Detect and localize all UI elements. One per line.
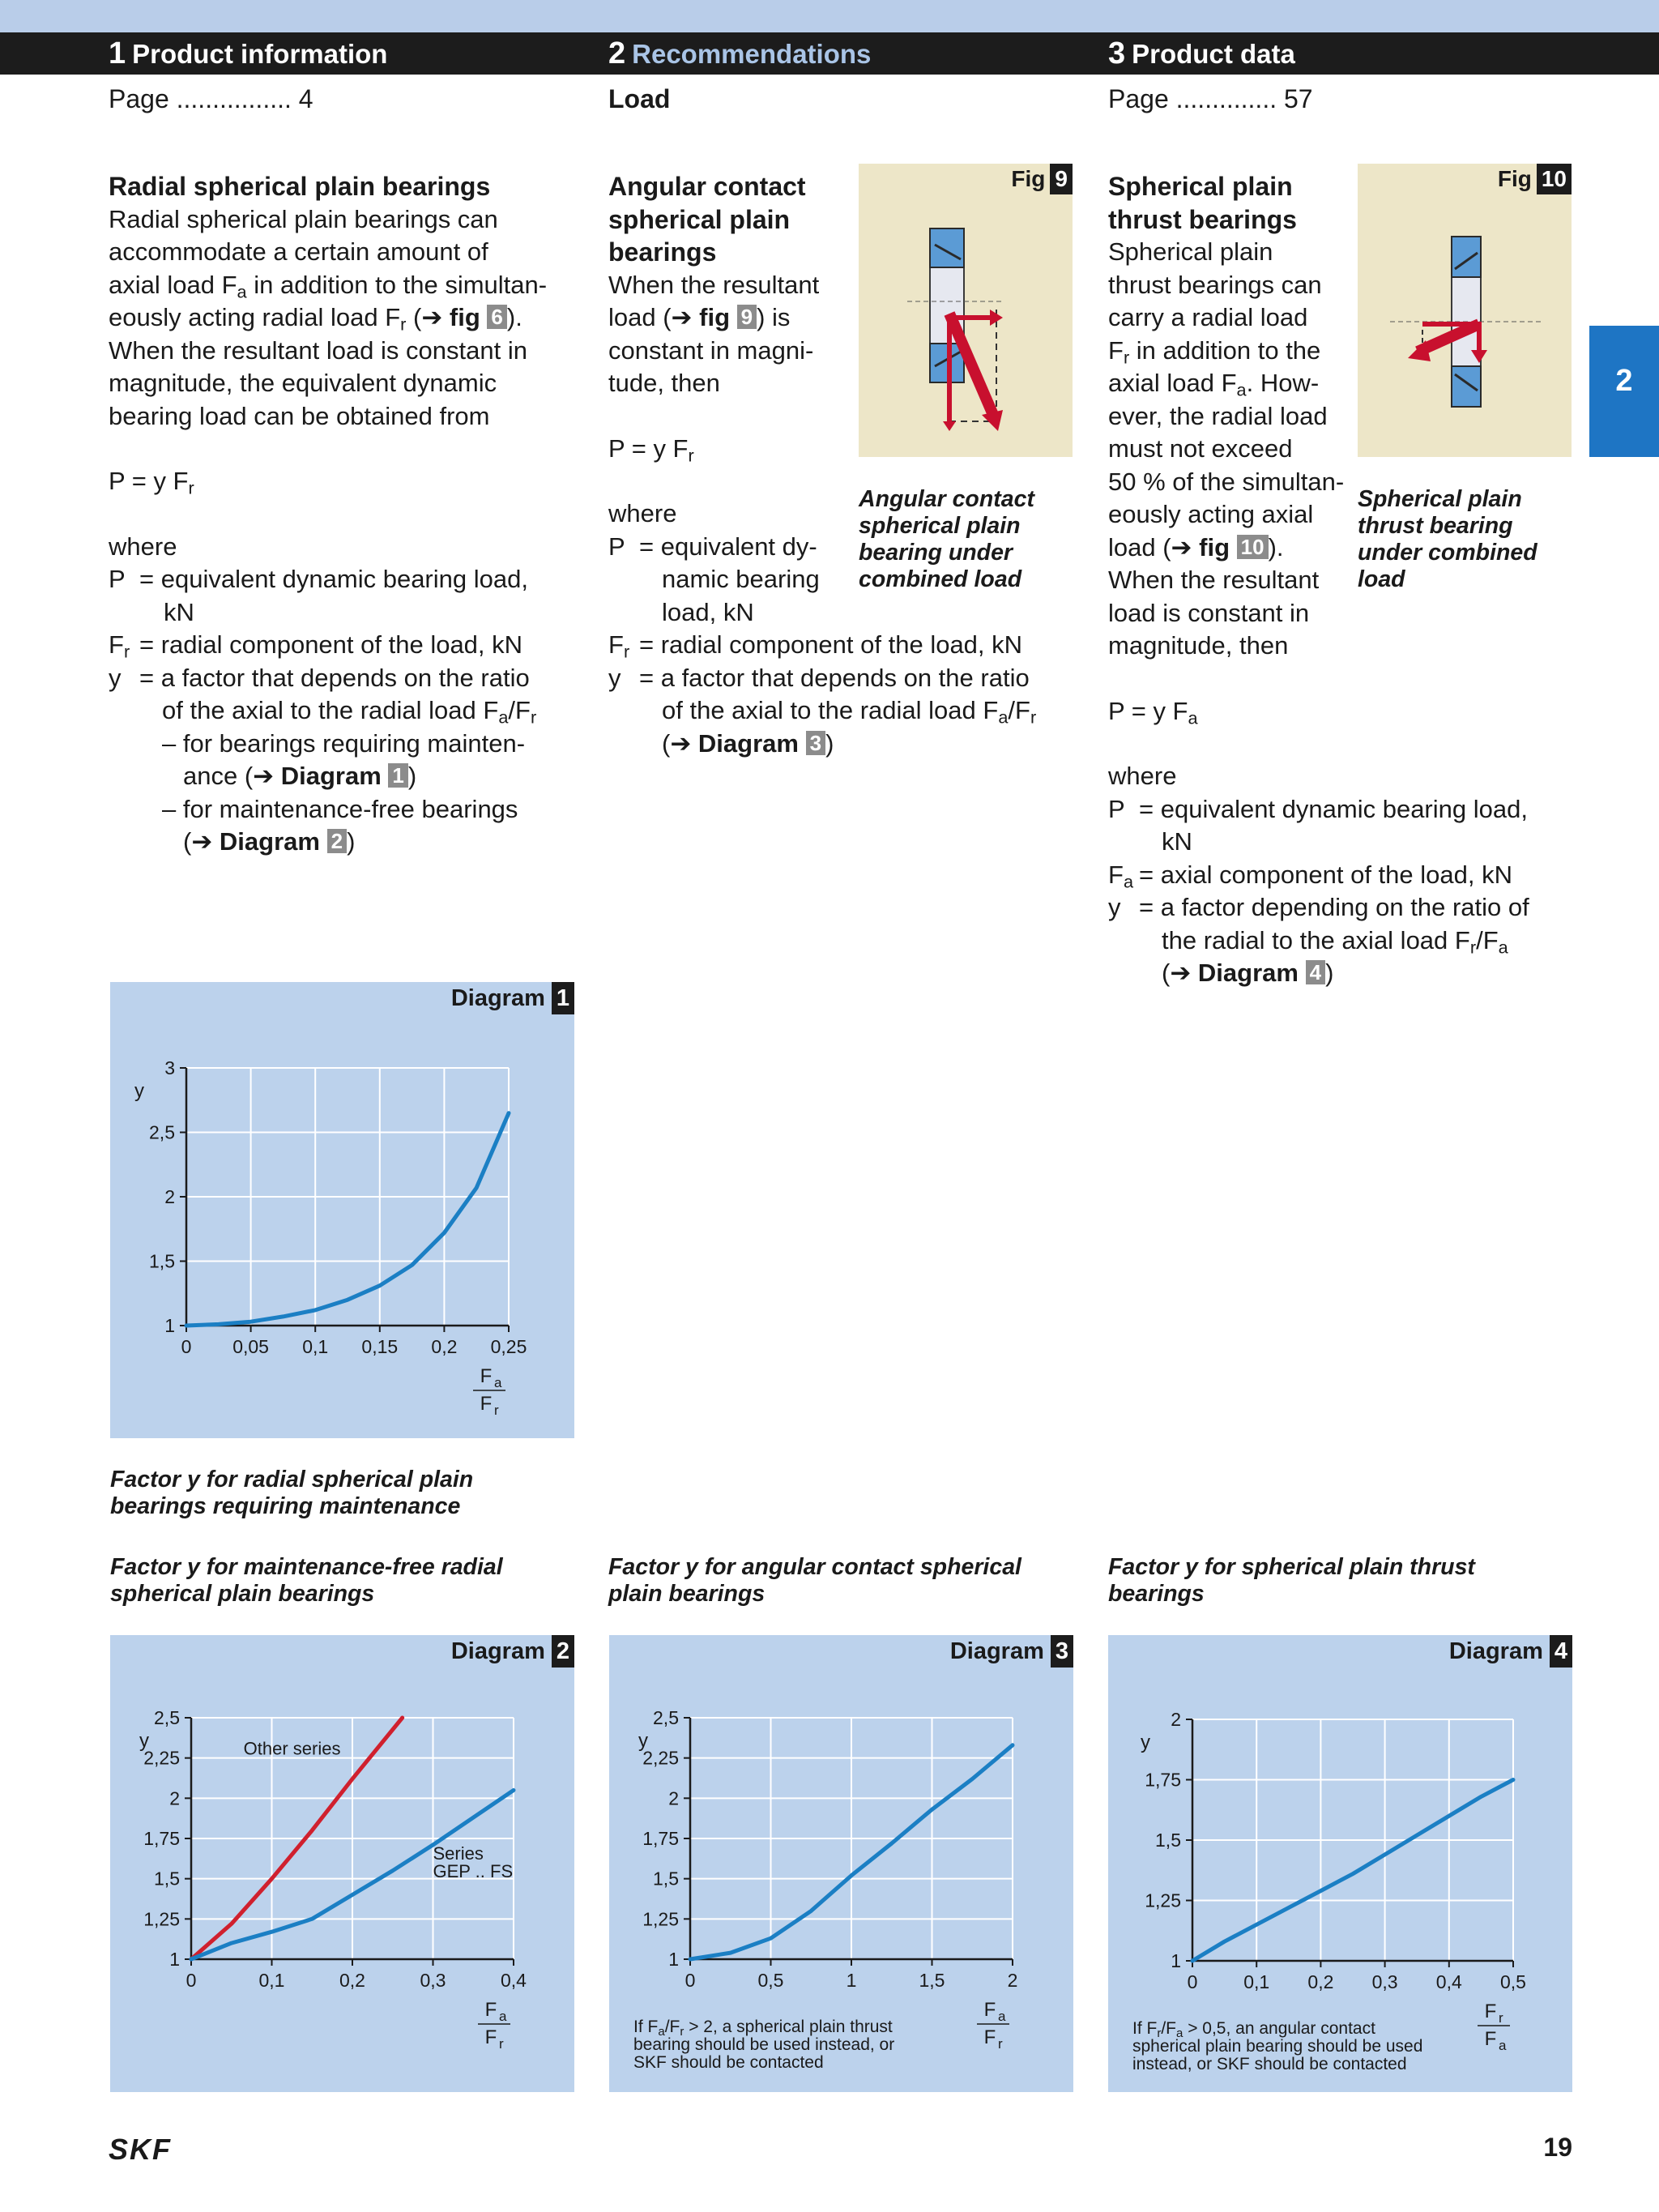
col3-heading: thrust bearings (1108, 204, 1297, 234)
definition: y = a factor depending on the ratio of (1108, 893, 1529, 921)
x-axis-label-numerator: F (480, 1365, 493, 1387)
col1-text (109, 170, 595, 859)
text-line: eously acting radial load $F_r$ (➔ fig 6 ). (109, 303, 522, 335)
text-line: thrust bearings can (1108, 270, 1322, 299)
x-axis-label-denominator-sub: r (998, 2036, 1003, 2052)
x-axis-label-denominator-sub: r (499, 2036, 504, 2052)
page-number: 19 (1543, 2133, 1572, 2162)
y-tick-label: 1,5 (149, 1250, 175, 1272)
diagram-2-chart (110, 1635, 574, 2092)
top-strip (0, 0, 1659, 32)
fig-9-caption: Angular contact spherical plain bearing under combined load (859, 486, 1034, 592)
text-line: eously acting axial (1108, 500, 1314, 528)
y-tick-label: 1,5 (653, 1868, 679, 1890)
y-tick-label: 1 (668, 1949, 679, 1970)
diagram-label: Diagram 2 (451, 1635, 574, 1668)
x-tick-label: 0,5 (1500, 1971, 1526, 1992)
x-tick-label: 0,1 (302, 1336, 329, 1357)
equation: P = y $F_r$ (109, 467, 194, 498)
x-tick-label: 1,5 (919, 1970, 945, 1991)
diagram-4 (1108, 1635, 1572, 2092)
x-axis-label-denominator: F (480, 1393, 493, 1415)
definition: y = a factor that depends on the ratio (608, 663, 1030, 692)
x-tick-label: 1 (846, 1970, 857, 1991)
note-text: If F (1132, 2019, 1158, 2038)
x-tick-label: 0 (684, 1970, 696, 1991)
definition: P = equivalent dynamic bearing load, (109, 565, 528, 593)
y-tick-label: 2,5 (653, 1707, 679, 1728)
diagram-label: Diagram 4 (1449, 1635, 1572, 1668)
text-line: (➔ Diagram 2 ) (183, 827, 356, 856)
diagram-note-line3: instead, or SKF should be contacted (1132, 2055, 1407, 2073)
text-line: must not exceed (1108, 434, 1293, 463)
y-tick-label: 2 (668, 1787, 679, 1809)
diagram-1-caption: Factor y for radial spherical plain bearings requiring maintenance (110, 1467, 474, 1519)
text-line: of the axial to the radial load $F_a/F_r$ (162, 696, 537, 728)
text-line: the radial to the axial load $F_r/F_a$ (1162, 925, 1508, 957)
y-tick-label: 1,5 (1155, 1830, 1181, 1851)
diagram-label: Diagram 1 (451, 982, 574, 1014)
y-tick-label: 1 (1171, 1950, 1181, 1971)
x-tick-label: 0,05 (232, 1336, 269, 1357)
text-line: magnitude, the equivalent dynamic (109, 369, 497, 397)
diagram-3-chart (609, 1635, 1073, 2092)
text-line: kN (1162, 827, 1192, 856)
text-line: load (➔ fig 10 ). (1108, 532, 1284, 562)
text-line: – for maintenance-free bearings (162, 794, 518, 823)
note-text: > 2, a spherical plain thrust (684, 2018, 893, 2036)
diagram-1 (110, 982, 574, 1438)
note-text: If F (633, 2018, 659, 2036)
diagram-3-caption: Factor y for angular contact spherical plain bearings (608, 1554, 1021, 1607)
x-tick-label: 0 (186, 1970, 197, 1991)
fig-ref-link[interactable]: 9 (737, 305, 757, 329)
x-tick-label: 0 (181, 1336, 192, 1357)
diagram-4-chart (1108, 1635, 1572, 2092)
x-tick-label: 0,15 (361, 1336, 399, 1357)
definition: $F_r$ = radial component of the load, kN (608, 630, 1023, 662)
x-axis-label-denominator: F (484, 2026, 497, 2048)
text-line: (➔ Diagram 4 ) (1162, 959, 1334, 987)
note-text: /F (664, 2018, 680, 2036)
fig-number-badge: 10 (1537, 164, 1572, 194)
figure-9 (859, 164, 1073, 457)
text-line: axial load $F_a$. How- (1108, 369, 1320, 400)
section-label: Recommendations (632, 39, 872, 69)
fig-ref-link[interactable]: 10 (1237, 535, 1269, 559)
chapter-side-tab[interactable]: 2 (1589, 326, 1659, 457)
series-label-other: Other series (243, 1738, 341, 1759)
series-label-gep-line2: GEP .. FS (433, 1860, 514, 1881)
x-tick-label: 0,4 (501, 1970, 527, 1991)
series-line-1 (186, 1113, 509, 1326)
diagram-number-badge: 1 (552, 982, 574, 1014)
x-axis-label-denominator: F (983, 2026, 996, 2048)
x-tick-label: 0,2 (339, 1970, 365, 1991)
figure-10 (1358, 164, 1572, 457)
y-tick-label: 2,5 (149, 1121, 175, 1143)
text-line: where (109, 532, 177, 561)
y-tick-label: 1,25 (1145, 1890, 1181, 1911)
text-line: ance (➔ Diagram 1 ) (183, 762, 417, 790)
section-2-header[interactable] (608, 32, 871, 75)
col2-heading: bearings (608, 237, 717, 267)
text-line: Radial spherical plain bearings can (109, 204, 498, 233)
section-label: Product data (1132, 39, 1295, 69)
section-number: 3 (1108, 36, 1126, 70)
y-axis-label: y (134, 1080, 144, 1102)
y-tick-label: 2 (169, 1787, 180, 1809)
diagram-ref-link[interactable]: 3 (806, 731, 825, 755)
y-tick-label: 1,25 (143, 1908, 180, 1930)
note-subscript: r (1157, 2026, 1162, 2040)
text-line: When the resultant (608, 270, 820, 299)
diagram-ref-link[interactable]: 4 (1306, 960, 1325, 984)
y-tick-label: 2,25 (143, 1747, 180, 1769)
section-number: 2 (608, 36, 626, 70)
page-ref-2: Load (608, 84, 671, 113)
section-label: Product information (132, 39, 388, 69)
text-line: accommodate a certain amount of (109, 237, 488, 266)
text-line: 50 % of the simultan- (1108, 467, 1345, 496)
x-axis-label-numerator-sub: a (998, 2009, 1006, 2024)
note-subscript: a (1176, 2026, 1183, 2040)
y-tick-label: 2 (1171, 1709, 1181, 1730)
text-line: ever, the radial load (1108, 401, 1328, 430)
definition: y = a factor that depends on the ratio (109, 663, 530, 692)
y-tick-label: 1,75 (1145, 1769, 1181, 1791)
y-tick-label: 2,5 (154, 1707, 180, 1728)
thrust-bearing-illustration (1358, 164, 1572, 457)
definition: $F_r$ = radial component of the load, kN (109, 630, 523, 662)
diagram-number-badge: 3 (1051, 1635, 1073, 1668)
x-axis-label-numerator: F (1484, 2001, 1497, 2022)
text-line: bearing load can be obtained from (109, 401, 490, 430)
text-line: load, kN (662, 597, 754, 626)
x-axis-label-numerator-sub: a (494, 1375, 502, 1390)
section-1-header[interactable] (109, 32, 387, 75)
fig-10-caption: Spherical plain thrust bearing under combined load (1358, 486, 1537, 592)
definition: P = equivalent dynamic bearing load, (1108, 794, 1528, 823)
text-line: Spherical plain (1108, 237, 1273, 266)
text-line: namic bearing (662, 565, 820, 593)
x-axis-label-denominator-sub: r (494, 1403, 499, 1418)
angular-contact-bearing-illustration (859, 164, 1073, 457)
text-line: magnitude, then (1108, 631, 1289, 660)
text-line: When the resultant load is constant in (109, 335, 527, 365)
y-axis-label: y (139, 1730, 149, 1752)
x-axis-label-denominator: F (1484, 2028, 1497, 2050)
diagram-note-line2: bearing should be used instead, or (633, 2035, 895, 2054)
page-ref-1[interactable]: Page ................ 4 (109, 84, 313, 113)
note-text: > 0,5, an angular contact (1183, 2019, 1375, 2038)
series-label-gep-line1: Series (433, 1843, 484, 1864)
x-tick-label: 0,4 (1435, 1971, 1462, 1992)
x-tick-label: 0,2 (1307, 1971, 1334, 1992)
x-tick-label: 2 (1007, 1970, 1018, 1991)
y-tick-label: 1,75 (143, 1828, 180, 1849)
text-line: load (➔ fig 9 ) is (608, 303, 791, 331)
diagram-number-badge: 2 (552, 1635, 574, 1668)
text-line: carry a radial load (1108, 303, 1308, 331)
text-line: of the axial to the radial load $F_a/F_r$ (662, 696, 1037, 728)
y-tick-label: 1 (164, 1315, 175, 1336)
x-tick-label: 0,5 (757, 1970, 784, 1991)
text-line: constant in magni- (608, 335, 814, 365)
diagram-ref-link[interactable]: 1 (388, 763, 407, 788)
text-line: where (1108, 762, 1177, 790)
definition: $F_a$ = axial component of the load, kN (1108, 860, 1512, 891)
y-tick-label: 2 (164, 1186, 175, 1207)
x-tick-label: 0,3 (420, 1970, 446, 1991)
x-axis-label-numerator: F (983, 1999, 996, 2021)
diagram-ref-link[interactable]: 2 (327, 829, 347, 853)
x-tick-label: 0,1 (1243, 1971, 1270, 1992)
col3-heading: Spherical plain (1108, 172, 1293, 201)
series-line-1 (1192, 1780, 1513, 1962)
text-line: tude, then (608, 369, 720, 397)
text-line: kN (164, 597, 194, 626)
text-line: load is constant in (1108, 598, 1310, 627)
fig-number-badge: 9 (1050, 164, 1073, 194)
fig-label: Fig 9 (1011, 164, 1073, 194)
diagram-note-line3: SKF should be contacted (633, 2053, 824, 2072)
diagram-note-line2: spherical plain bearing should be used (1132, 2037, 1423, 2056)
text-line: When the resultant (1108, 566, 1320, 594)
y-tick-label: 1 (169, 1949, 180, 1970)
x-axis-label-denominator-sub: a (1499, 2038, 1507, 2053)
x-axis-label-numerator-sub: a (499, 2009, 507, 2024)
x-axis-label-numerator: F (484, 1999, 497, 2021)
definition: P = equivalent dy- (608, 532, 817, 561)
page-ref-3[interactable]: Page .............. 57 (1108, 84, 1313, 113)
diagram-label: Diagram 3 (950, 1635, 1073, 1668)
fig-ref-link[interactable]: 6 (487, 305, 506, 329)
y-axis-label: y (638, 1730, 648, 1752)
text-line: where (608, 499, 677, 527)
y-axis-label: y (1141, 1732, 1150, 1753)
x-tick-label: 0,1 (258, 1970, 285, 1991)
skf-logo: SKF (109, 2133, 172, 2166)
text-line: $F_r$ in addition to the (1108, 335, 1321, 367)
note-text: /F (1161, 2019, 1177, 2038)
text-line: (➔ Diagram 3 ) (662, 728, 834, 758)
diagram-3 (609, 1635, 1073, 2092)
note-subscript: r (680, 2025, 684, 2039)
fig-label: Fig 10 (1498, 164, 1572, 194)
y-tick-label: 2,25 (642, 1747, 679, 1769)
x-tick-label: 0,3 (1371, 1971, 1398, 1992)
x-tick-label: 0,25 (490, 1336, 527, 1357)
y-tick-label: 1,75 (642, 1828, 679, 1849)
col2-heading: Angular contact (608, 172, 806, 201)
x-tick-label: 0,2 (431, 1336, 458, 1357)
equation: P = y $F_a$ (1108, 696, 1198, 728)
diagram-4-caption: Factor y for spherical plain thrust bearings (1108, 1554, 1475, 1607)
diagram-2 (110, 1635, 574, 2092)
y-tick-label: 3 (164, 1057, 175, 1078)
diagram-number-badge: 4 (1550, 1635, 1572, 1668)
diagram-2-caption: Factor y for maintenance-free radial spherical plain bearings (110, 1554, 503, 1607)
note-subscript: a (658, 2025, 665, 2039)
section-3-header[interactable] (1108, 32, 1295, 75)
text-line: – for bearings requiring mainten- (162, 728, 526, 758)
equation: P = y $F_r$ (608, 433, 694, 465)
y-tick-label: 1,5 (154, 1868, 180, 1890)
diagram-1-chart (110, 982, 574, 1438)
x-tick-label: 0 (1187, 1971, 1198, 1992)
section-number: 1 (109, 36, 126, 70)
col1-heading: Radial spherical plain bearings (109, 172, 491, 201)
y-tick-label: 1,25 (642, 1908, 679, 1930)
x-axis-label-numerator-sub: r (1499, 2010, 1503, 2026)
col2-heading: spherical plain (608, 204, 791, 234)
text-line: axial load $F_a$ in addition to the simultan- (109, 270, 548, 301)
